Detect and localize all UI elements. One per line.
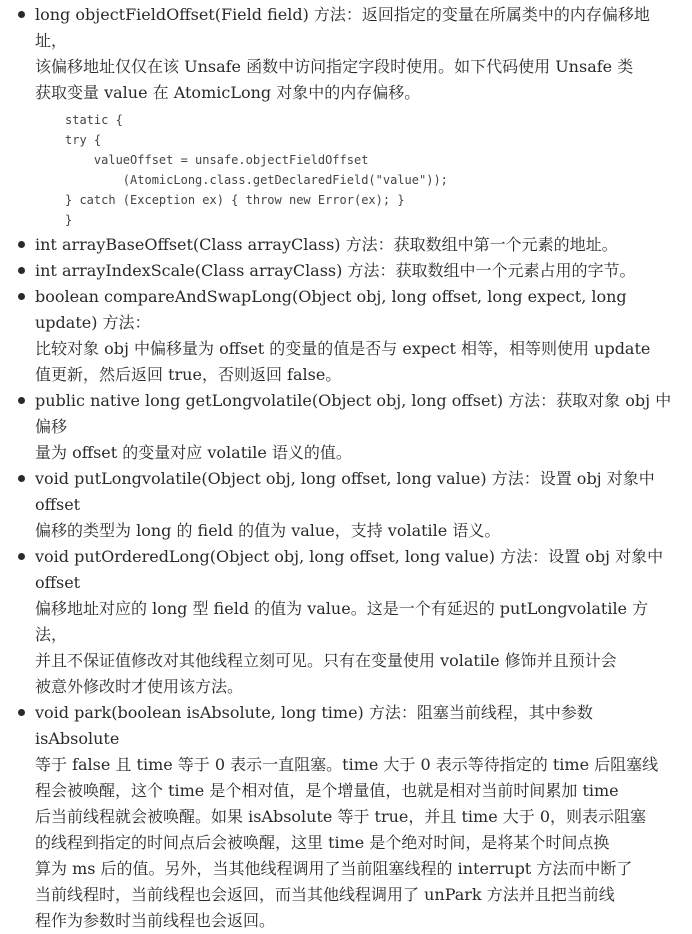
text-line: 值更新，然后返回 true，否则返回 false。 (35, 365, 342, 384)
text-line: int arrayBaseOffset(Class arrayClass) 方法：获取数组中第一个元素的地址。 (35, 235, 618, 254)
code-line: } (65, 213, 73, 227)
text-line: 的线程到指定的时间点后会被唤醒，这里 time 是个绝对时间，是将某个时间点换 (35, 833, 610, 852)
text-line: 算为 ms 后的值。另外，当其他线程调用了当前阻塞线程的 interrupt 方法而中断了 (35, 859, 633, 878)
text-line: 被意外修改时才使用该方法。 (35, 677, 244, 696)
text-line: public native long getLongvolatile(Object obj, long offset) 方法：获取对象 obj 中偏移 (35, 391, 672, 436)
text-line: 后当前线程就会被唤醒。如果 isAbsolute 等于 true，并且 time 大于 0，则表示阻塞 (35, 807, 647, 826)
text-line: void putOrderedLong(Object obj, long offset, long value) 方法：设置 obj 对象中 offset (35, 547, 664, 592)
text-line: void park(boolean isAbsolute, long time) 方法：阻塞当前线程，其中参数 isAbsolute (35, 703, 593, 748)
list-item (18, 388, 676, 466)
text-line: 该偏移地址仅仅在该 Unsafe 函数中访问指定字段时使用。如下代码使用 Unsafe 类 (35, 57, 634, 76)
paragraph (35, 258, 676, 284)
list-item (18, 232, 676, 258)
text-line: int arrayIndexScale(Class arrayClass) 方法：获取数组中一个元素占用的字节。 (35, 261, 636, 280)
bullet-icon (18, 267, 25, 274)
document-page (0, 2, 692, 930)
text-line: 偏移地址对应的 long 型 field 的值为 value。这是一个有延迟的 putLongvolatile 方法， (35, 599, 649, 644)
list-item (18, 466, 676, 544)
list-item (18, 284, 676, 388)
paragraph (35, 388, 676, 466)
bullet-icon (18, 709, 25, 716)
text-line: 获取变量 value 在 AtomicLong 对象中的内存偏移。 (35, 83, 421, 102)
text-line: 量为 offset 的变量对应 volatile 语义的值。 (35, 443, 352, 462)
list-item (18, 544, 676, 700)
bullet-icon (18, 241, 25, 248)
text-line: boolean compareAndSwapLong(Object obj, long offset, long expect, long update) 方法： (35, 287, 627, 332)
list-item (18, 700, 676, 934)
code-line: } catch (Exception ex) { throw new Error(ex); } (65, 193, 405, 207)
bullet-icon (18, 553, 25, 560)
bullet-icon (18, 11, 25, 18)
paragraph (35, 2, 676, 106)
paragraph (35, 466, 676, 544)
list-item (18, 258, 676, 284)
text-line: 等于 false 且 time 等于 0 表示一直阻塞。time 大于 0 表示等待指定的 time 后阻塞线 (35, 755, 659, 774)
paragraph (35, 700, 676, 934)
code-line: (AtomicLong.class.getDeclaredField("value")); (65, 173, 448, 187)
text-line: void putLongvolatile(Object obj, long offset, long value) 方法：设置 obj 对象中 offset (35, 469, 655, 514)
text-line: 程会被唤醒，这个 time 是个相对值，是个增量值，也就是相对当前时间累加 time (35, 781, 619, 800)
code-line: valueOffset = unsafe.objectFieldOffset (65, 153, 369, 167)
bullet-icon (18, 293, 25, 300)
code-block (65, 110, 676, 230)
text-line: long objectFieldOffset(Field field) 方法：返回指定的变量在所属类中的内存偏移地址， (35, 5, 650, 50)
paragraph (35, 544, 676, 700)
text-line: 偏移的类型为 long 的 field 的值为 value，支持 volatile 语义。 (35, 521, 501, 540)
text-line: 程作为参数时当前线程也会返回。 (35, 911, 276, 930)
bullet-icon (18, 475, 25, 482)
paragraph (35, 284, 676, 388)
paragraph (35, 232, 676, 258)
text-line: 比较对象 obj 中偏移量为 offset 的变量的值是否与 expect 相等，相等则使用 update (35, 339, 651, 358)
text-line: 并且不保证值修改对其他线程立刻可见。只有在变量使用 volatile 修饰并且预计会 (35, 651, 617, 670)
bullet-icon (18, 397, 25, 404)
list-item (18, 2, 676, 230)
code-line: static { (65, 113, 123, 127)
text-line: 当前线程时，当前线程也会返回，而当其他线程调用了 unPark 方法并且把当前线 (35, 885, 615, 904)
code-line: try { (65, 133, 102, 147)
